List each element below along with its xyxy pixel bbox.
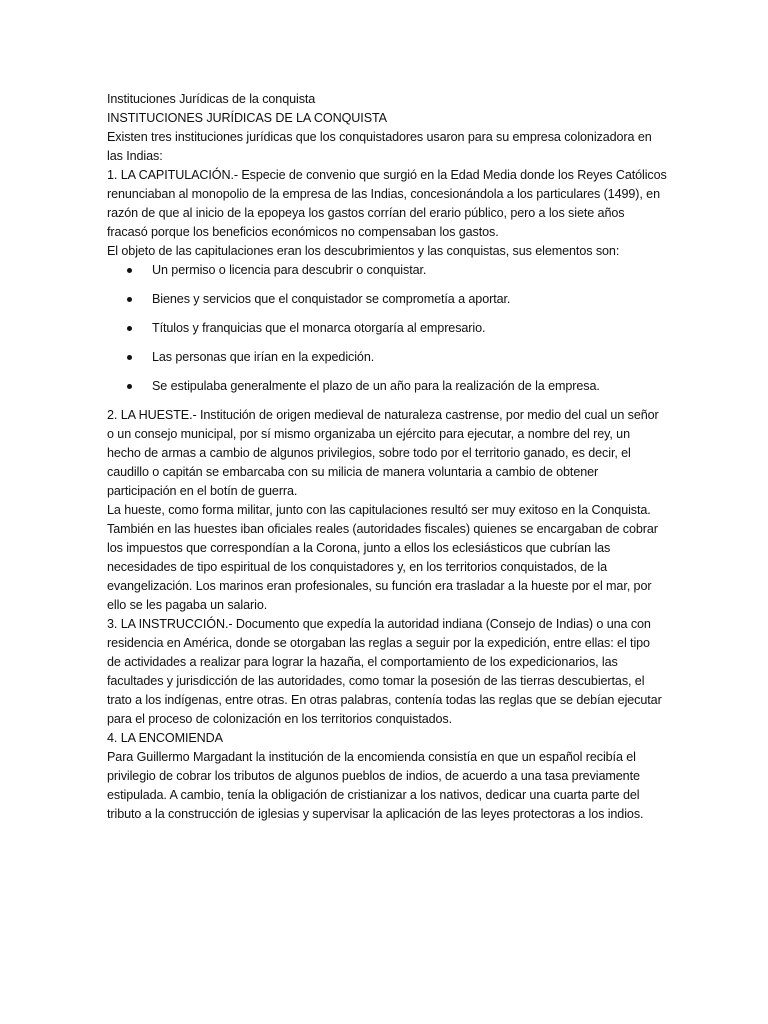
section-hueste-continued: La hueste, como forma militar, junto con las capitulaciones resultó ser muy exitoso en la Conquista. También en las huestes iban oficiales reales (autoridades fiscales) quienes se encargaban de cobrar los impuestos que correspondían a la Corona, junto a ellos los eclesiásticos que cubrían las necesidades de tipo espiritual de los conquistadores y, en los territorios conquistados, de la evangelización. Los marinos eran profesionales, su función era trasladar a la hueste por el mar, por ello se les pagaba un salario.	[107, 503, 658, 612]
list-item	[107, 319, 667, 338]
section-hueste: 2. LA HUESTE.- Institución de origen medieval de naturaleza castrense, por medio del cual un señor o un consejo municipal, por sí mismo organizaba un ejército para ejecutar, a nombre del rey, un hecho de armas a cambio de algunos privilegios, sobre todo por el territorio ganado, es decir, el caudillo o capitán se embarcaba con su milicia de manera voluntaria a cambio de obtener participación en el botín de guerra.	[107, 408, 659, 498]
list-item-text: Un permiso o licencia para descubrir o conquistar.	[152, 263, 427, 277]
section-instruccion: 3. LA INSTRUCCIÓN.- Documento que expedía la autoridad indiana (Consejo de Indias) o una con residencia en América, donde se otorgaban las reglas a seguir por la expedición, entre ellas: el tipo de actividades a realizar para lograr la hazaña, el comportamiento de los expedicionarios, las facultades y jurisdicción de las autoridades, como tomar la posesión de las tierras descubiertas, el trato a los indígenas, entre otras. En otras palabras, contenía todas las reglas que se debían ejecutar para el proceso de colonización en los territorios conquistados.	[107, 617, 662, 726]
list-item-text: Títulos y franquicias que el monarca otorgaría al empresario.	[152, 321, 486, 335]
section-encomienda: Para Guillermo Margadant la institución de la encomienda consistía en que un español recibía el privilegio de cobrar los tributos de algunos pueblos de indios, de acuerdo a una tasa previamente estipulada. A cambio, tenía la obligación de cristianizar a los nativos, dedicar una cuarta parte del tributo a la construcción de iglesias y supervisar la aplicación de las leyes protectoras a los indios.	[107, 750, 644, 821]
bullet-icon	[127, 355, 132, 360]
list-item-text: Se estipulaba generalmente el plazo de un año para la realización de la empresa.	[152, 379, 600, 393]
list-item-text: Bienes y servicios que el conquistador se comprometía a aportar.	[152, 292, 511, 306]
section-capitulacion: 1. LA CAPITULACIÓN.- Especie de convenio que surgió en la Edad Media donde los Reyes Católicos renunciaban al monopolio de la empresa de las Indias, concesionándola a los particulares (1499), en razón de que al inicio de la epopeya los gastos corrían del erario público, pero a los siete años fracasó porque los beneficios económicos no compensaban los gastos.	[107, 168, 667, 239]
bullet-icon	[127, 326, 132, 331]
bullet-icon	[127, 268, 132, 273]
section-capitulacion-objeto: El objeto de las capitulaciones eran los descubrimientos y las conquistas, sus elementos son:	[107, 244, 620, 258]
list-item	[107, 348, 667, 367]
bullet-icon	[127, 384, 132, 389]
section-encomienda-heading: 4. LA ENCOMIENDA	[107, 731, 223, 745]
list-item	[107, 290, 667, 309]
list-item-text: Las personas que irían en la expedición.	[152, 350, 375, 364]
capitulacion-elements-list	[107, 261, 667, 396]
document-page	[107, 90, 667, 824]
document-title-small: Instituciones Jurídicas de la conquista	[107, 92, 316, 106]
document-title-main: INSTITUCIONES JURÍDICAS DE LA CONQUISTA	[107, 111, 387, 125]
intro-paragraph: Existen tres instituciones jurídicas que los conquistadores usaron para su empresa colonizadora en las Indias:	[107, 130, 652, 163]
bullet-icon	[127, 297, 132, 302]
list-item	[107, 261, 667, 280]
list-item	[107, 377, 667, 396]
